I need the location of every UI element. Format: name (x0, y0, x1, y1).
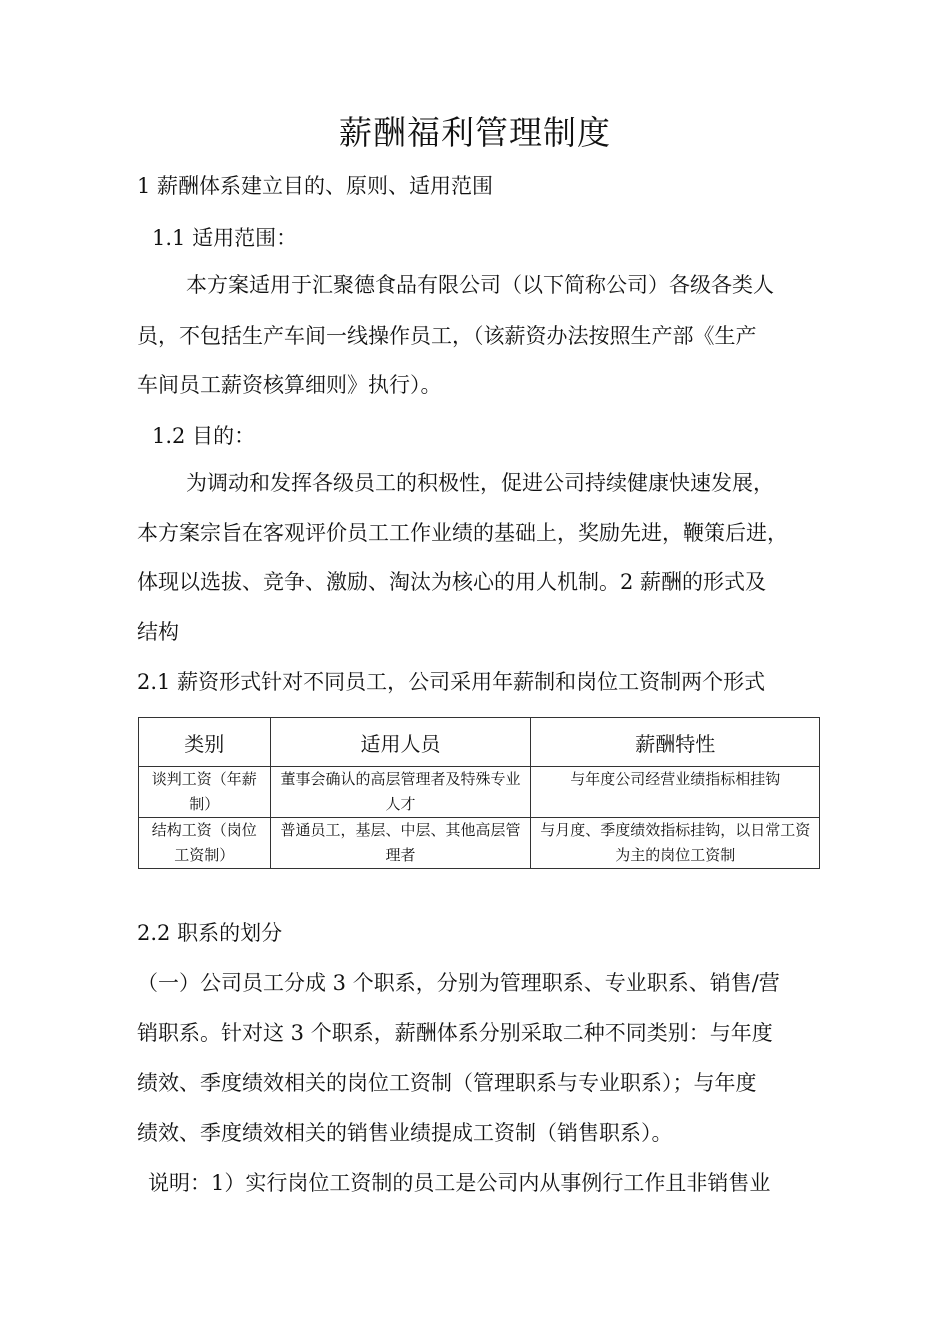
table-cell: 结构工资（岗位工资制） (139, 818, 271, 869)
table-header-cell: 类别 (139, 718, 271, 767)
table-cell: 董事会确认的高层管理者及特殊专业人才 (270, 767, 531, 818)
note-line: 说明：1）实行岗位工资制的员工是公司内从事例行工作且非销售业 (148, 1171, 771, 1195)
paragraph-line: 销职系。针对这 3 个职系，薪酬体系分别采取二种不同类别：与年度 (137, 1021, 773, 1045)
subsection-heading-2-2: 2.2 职系的划分 (137, 921, 283, 945)
section-heading-1: 1 薪酬体系建立目的、原则、适用范围 (137, 174, 494, 198)
subsection-heading-2-1: 2.1 薪资形式针对不同员工，公司采用年薪制和岗位工资制两个形式 (137, 670, 766, 694)
table-cell: 谈判工资（年薪制） (139, 767, 271, 818)
paragraph-line: 为调动和发挥各级员工的积极性，促进公司持续健康快速发展， (186, 471, 774, 495)
subsection-heading-1-2: 1.2 目的： (152, 424, 256, 448)
subsection-heading-1-1: 1.1 适用范围： (152, 226, 298, 250)
paragraph-line: 本方案宗旨在客观评价员工工作业绩的基础上，奖励先进，鞭策后进， (137, 521, 788, 545)
table-cell: 与年度公司经营业绩指标相挂钩 (531, 767, 820, 818)
table-row (139, 767, 820, 818)
table-cell: 与月度、季度绩效指标挂钩，以日常工资为主的岗位工资制 (531, 818, 820, 869)
table-header-row (139, 718, 820, 767)
paragraph-line: 车间员工薪资核算细则》执行）。 (137, 373, 442, 397)
table-cell: 普通员工，基层、中层、其他高层管理者 (270, 818, 531, 869)
table-header-cell: 薪酬特性 (531, 718, 820, 767)
table-row (139, 818, 820, 869)
page-title: 薪酬福利管理制度 (339, 113, 611, 152)
table-header-cell: 适用人员 (270, 718, 531, 767)
paragraph-line: （一）公司员工分成 3 个职系，分别为管理职系、专业职系、销售/营 (137, 971, 780, 995)
paragraph-line: 员，不包括生产车间一线操作员工，（该薪资办法按照生产部《生产 (137, 324, 757, 348)
paragraph-line: 绩效、季度绩效相关的岗位工资制（管理职系与专业职系）；与年度 (137, 1071, 757, 1095)
paragraph-line: 结构 (137, 620, 179, 644)
paragraph-line: 绩效、季度绩效相关的销售业绩提成工资制（销售职系）。 (137, 1121, 673, 1145)
paragraph-line: 本方案适用于汇聚德食品有限公司（以下简称公司）各级各类人 (186, 273, 774, 297)
salary-form-table (138, 717, 820, 869)
paragraph-line: 体现以选拔、竞争、激励、淘汰为核心的用人机制。2 薪酬的形式及 (137, 570, 767, 594)
